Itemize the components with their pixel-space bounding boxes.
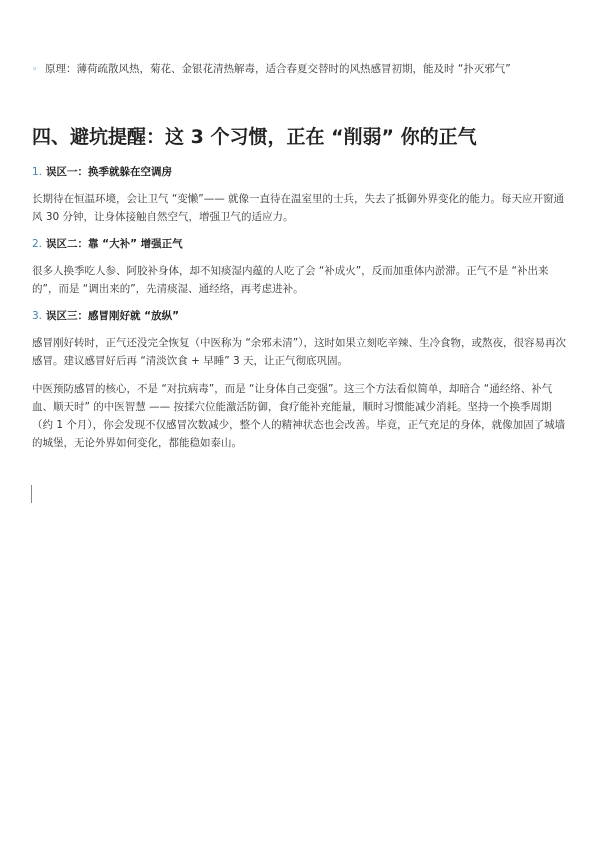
bullet-item	[32, 61, 580, 77]
item-title-text: 误区三：感冒刚好就 “放纵”	[46, 310, 179, 322]
item-title-2	[32, 236, 183, 251]
bullet-text: 原理：薄荷疏散风热，菊花、金银花清热解毒，适合春夏交替时的风热感冒初期，能及时 “扑灭邪气”	[45, 63, 511, 75]
item-body-1: 长期待在恒温环境，会让卫气 “变懒”—— 就像一直待在温室里的士兵，失去了抵御外界变化的能力。每天应开窗通风 30 分钟，让身体接触自然空气，增强卫气的适应力。	[32, 193, 565, 223]
item-title-1	[32, 164, 172, 179]
item-body-2: 很多人换季吃人参、阿胶补身体，却不知痰湿内蕴的人吃了会 “补成火”，反而加重体内淤滞。正气不是 “补出来的”，而是 “调出来的”，先清痰湿、通经络，再考虑进补。	[32, 265, 549, 295]
item-number: 2.	[32, 238, 43, 250]
item-title-text: 误区一：换季就躲在空调房	[46, 166, 173, 178]
item-title-text: 误区二：靠 “大补” 增强正气	[46, 238, 183, 250]
text-cursor[interactable]	[31, 485, 32, 503]
item-number: 1.	[32, 166, 43, 178]
bullet-marker: ◦	[32, 65, 38, 75]
conclusion-paragraph: 中医预防感冒的核心，不是 “对抗病毒”，而是 “让身体自己变强”。这三个方法看似简单，却暗合 “通经络、补气血、顺天时” 的中医智慧 —— 按揉穴位能激活防御，食疗能补充能量，顺时习惯能减少消耗。坚持一个换季周期（约 1 个月），你会发现不仅感冒次数减少，整个人的精神状态也会改善。毕竟，正气充足的身体，就像加固了城墙的城堡，无论外界如何变化，都能稳如泰山。	[32, 383, 566, 449]
item-number: 3.	[32, 310, 43, 322]
item-body-3: 感冒刚好转时，正气还没完全恢复（中医称为 “余邪未清”），这时如果立刻吃辛辣、生冷食物，或熬夜，很容易再次感冒。建议感冒好后再 “清淡饮食 + 早睡” 3 天，让正气彻底巩固。	[32, 337, 566, 367]
item-title-3	[32, 308, 179, 323]
section-heading: 四、避坑提醒：这 3 个习惯，正在 “削弱” 你的正气	[32, 126, 477, 148]
